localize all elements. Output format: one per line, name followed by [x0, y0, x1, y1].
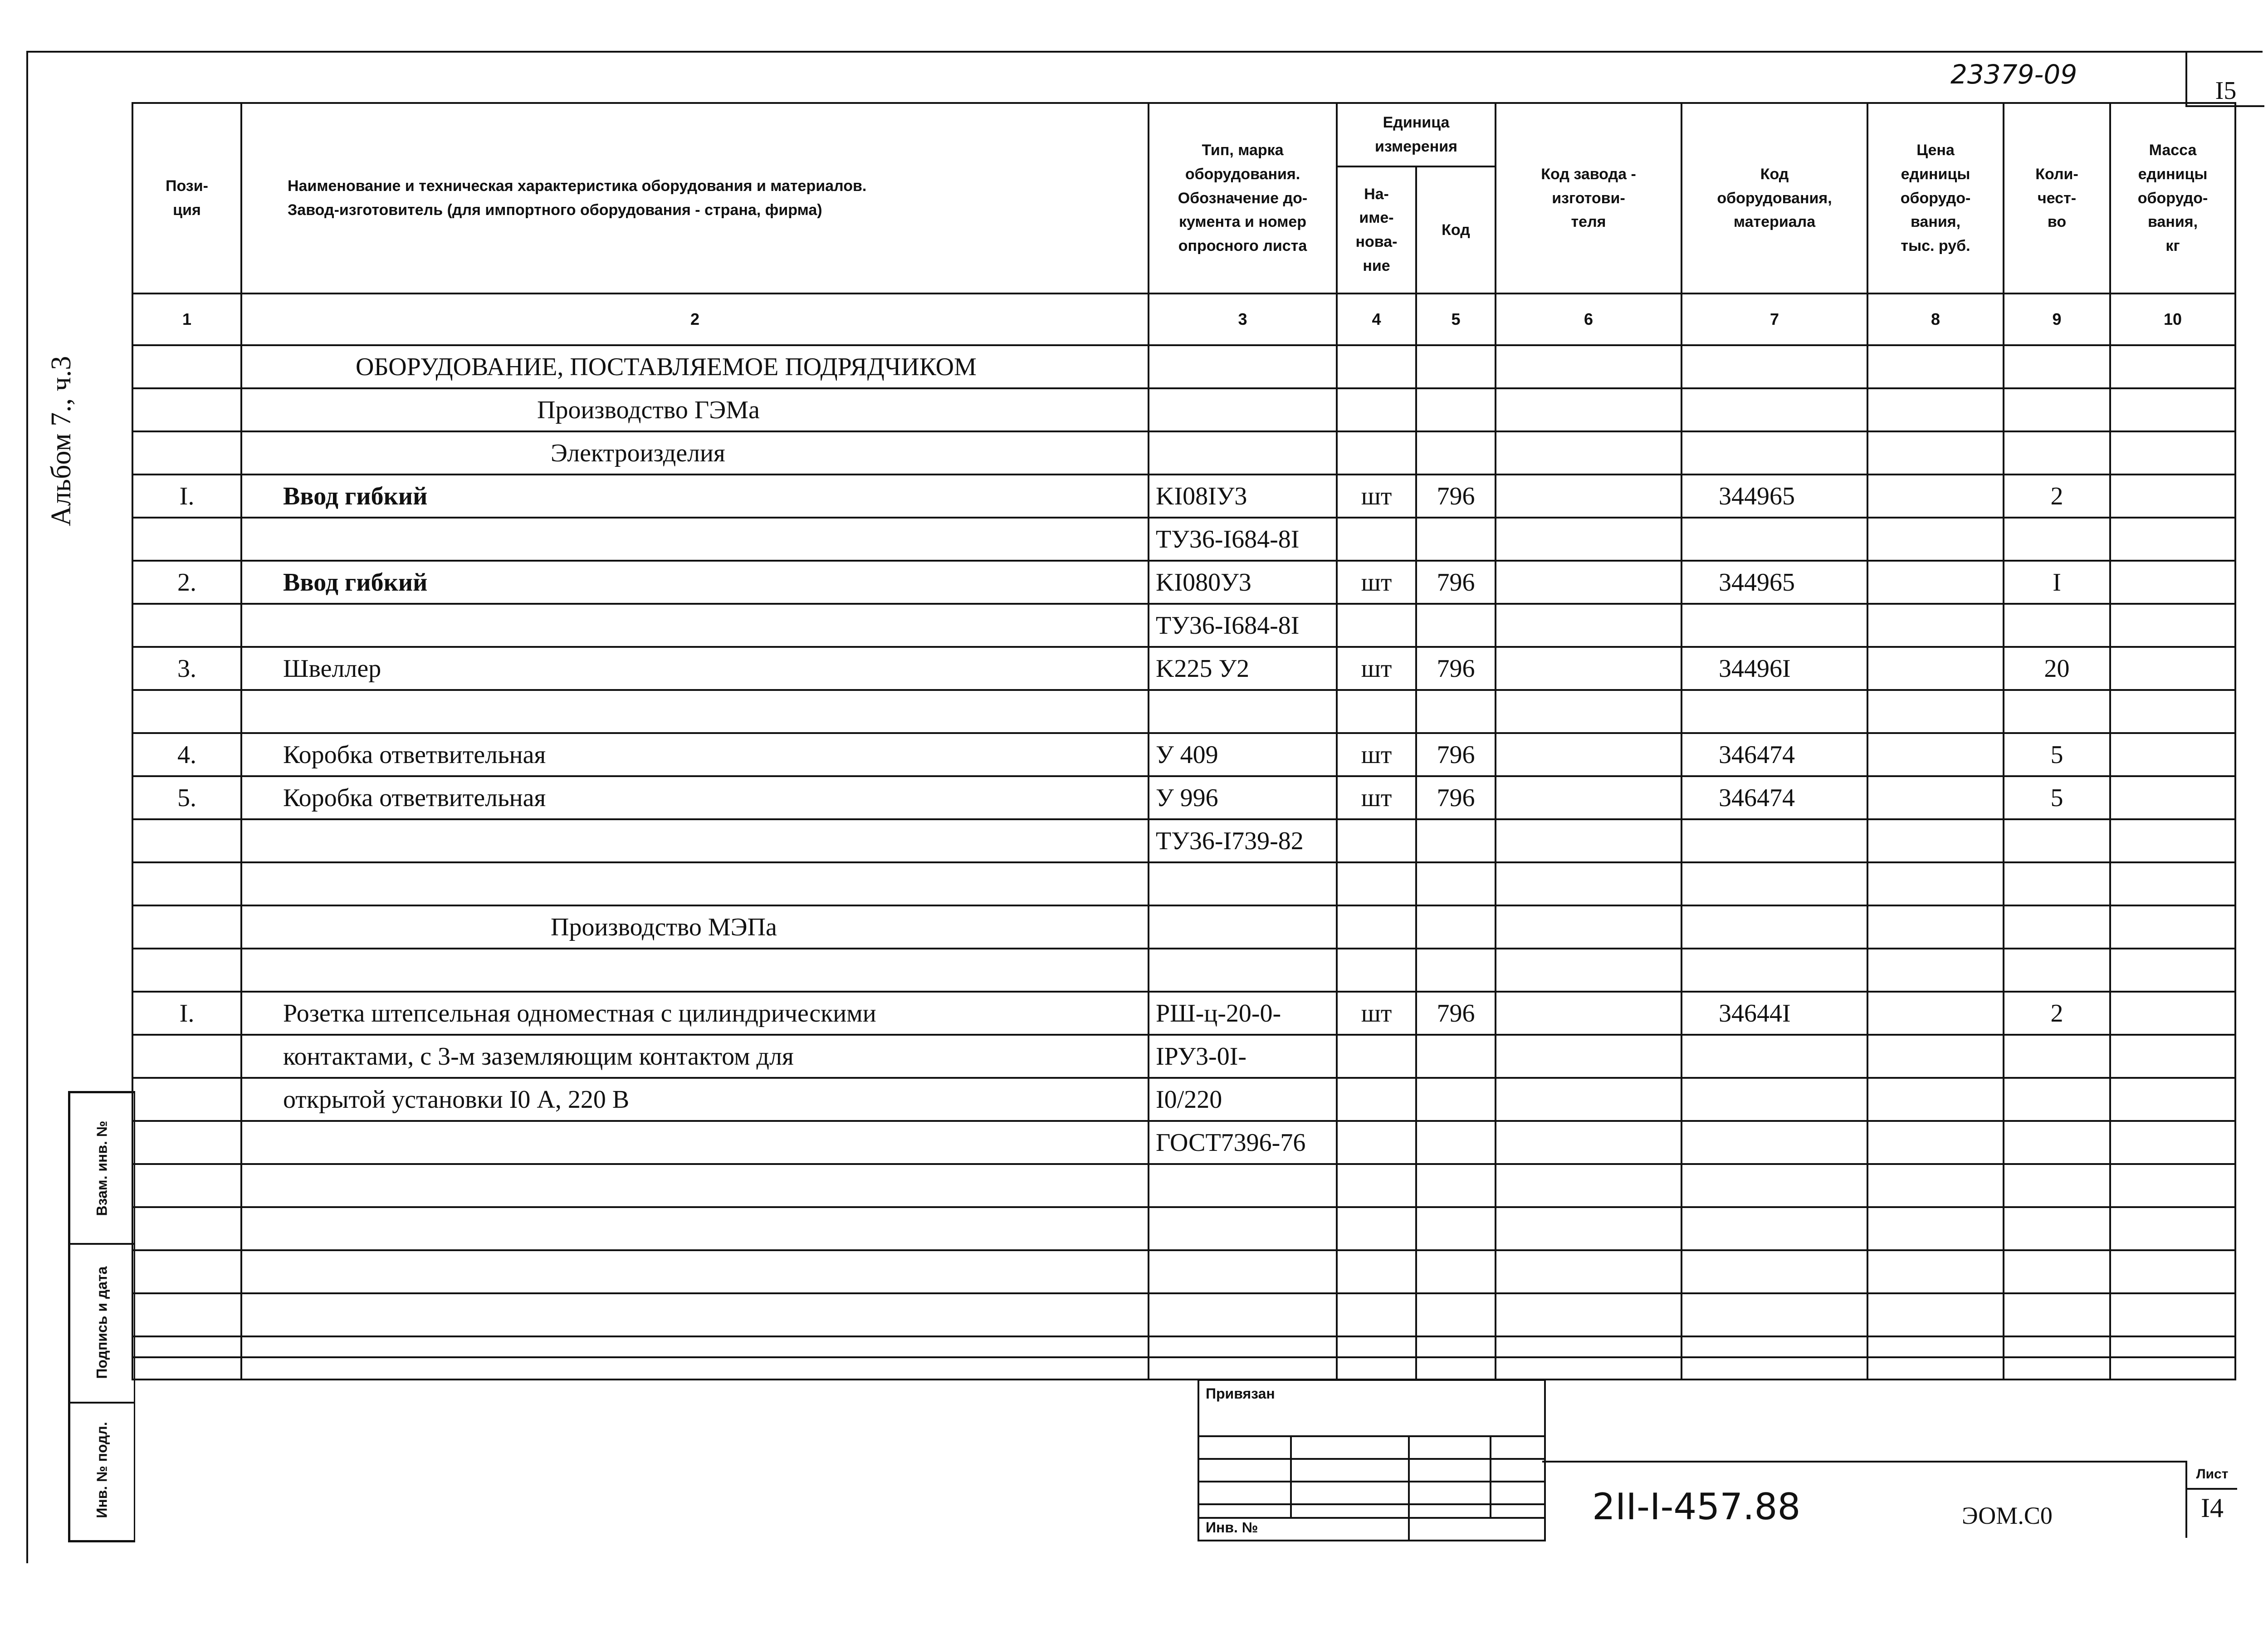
- side-stamp: [68, 1091, 135, 1542]
- cell-unit: [1337, 905, 1416, 949]
- cell-ecode: 34644I: [1681, 992, 1867, 1035]
- table-row: [132, 949, 2235, 992]
- cell-mass: [2110, 345, 2235, 388]
- cell-pcode: [1496, 604, 1681, 647]
- specification-table: [132, 102, 2236, 1380]
- cell-ucode: [1416, 1250, 1496, 1293]
- cell-price: [1867, 561, 2004, 604]
- col-number: 1: [132, 294, 241, 345]
- cell-mass: [2110, 992, 2235, 1035]
- cell-ecode: [1681, 518, 1867, 561]
- cell-unit: [1337, 690, 1416, 733]
- table-body: [132, 345, 2235, 1380]
- table-row: [132, 1078, 2235, 1121]
- cell-pos: [132, 431, 241, 475]
- cell-ucode: 796: [1416, 561, 1496, 604]
- cell-type: IРУ3-0I-: [1149, 1035, 1337, 1078]
- cell-price: [1867, 690, 2004, 733]
- cell-qty: I: [2004, 561, 2110, 604]
- cell-price: [1867, 345, 2004, 388]
- cell-name: Электроизделия: [241, 431, 1149, 475]
- cell-name: Розетка штепсельная одноместная с цилиндрическими: [241, 992, 1149, 1035]
- cell-ucode: 796: [1416, 475, 1496, 518]
- col-number: 6: [1496, 294, 1681, 345]
- cell-pos: [132, 819, 241, 862]
- header-type: Тип, марка оборудования. Обозначение до- кумента и номер опросного листа: [1149, 103, 1337, 294]
- cell-ucode: [1416, 345, 1496, 388]
- cell-mass: [2110, 1078, 2235, 1121]
- cell-pcode: [1496, 1250, 1681, 1293]
- col-number: 2: [241, 294, 1149, 345]
- cell-price: [1867, 905, 2004, 949]
- cell-name: [241, 1121, 1149, 1164]
- cell-type: [1149, 862, 1337, 905]
- cell-name: [241, 1164, 1149, 1207]
- cell-type: ГОСТ7396-76: [1149, 1121, 1337, 1164]
- cell-mass: [2110, 561, 2235, 604]
- cell-name: Ввод гибкий: [241, 561, 1149, 604]
- cell-name: открытой установки I0 А, 220 В: [241, 1078, 1149, 1121]
- header-qty: Коли- чест- во: [2004, 103, 2110, 294]
- cell-qty: [2004, 1207, 2110, 1250]
- cell-qty: [2004, 604, 2110, 647]
- cell-pcode: [1496, 905, 1681, 949]
- table-row: [132, 1164, 2235, 1207]
- cell-name: Коробка ответвительная: [241, 733, 1149, 776]
- cell-mass: [2110, 819, 2235, 862]
- cell-ucode: [1416, 431, 1496, 475]
- cell-mass: [2110, 690, 2235, 733]
- cell-type: [1149, 388, 1337, 431]
- cell-pcode: [1496, 431, 1681, 475]
- sheet-value: I4: [2201, 1493, 2224, 1523]
- cell-ecode: 344965: [1681, 561, 1867, 604]
- col-number: 3: [1149, 294, 1337, 345]
- cell-unit: шт: [1337, 992, 1416, 1035]
- table-row: [132, 1035, 2235, 1078]
- cell-name: [241, 949, 1149, 992]
- cell-pos: I.: [132, 475, 241, 518]
- header-unit-name: На- име- нова- ние: [1337, 166, 1416, 294]
- table-row: [132, 647, 2235, 690]
- cell-ucode: 796: [1416, 733, 1496, 776]
- header-unit-code: Код: [1416, 166, 1496, 294]
- cell-ucode: [1416, 819, 1496, 862]
- cell-qty: [2004, 345, 2110, 388]
- cell-qty: [2004, 1035, 2110, 1078]
- table-row: [132, 388, 2235, 431]
- cell-unit: [1337, 604, 1416, 647]
- cell-unit: [1337, 1293, 1416, 1336]
- cell-qty: [2004, 690, 2110, 733]
- cell-price: [1867, 431, 2004, 475]
- cell-ecode: 346474: [1681, 733, 1867, 776]
- cell-price: [1867, 776, 2004, 819]
- cell-pcode: [1496, 1078, 1681, 1121]
- header-equip-code: Код оборудования, материала: [1681, 103, 1867, 294]
- cell-mass: [2110, 1164, 2235, 1207]
- cell-ecode: [1681, 1035, 1867, 1078]
- col-number: 7: [1681, 294, 1867, 345]
- cell-unit: [1337, 388, 1416, 431]
- table-row: [132, 776, 2235, 819]
- cell-unit: шт: [1337, 647, 1416, 690]
- cell-pcode: [1496, 1164, 1681, 1207]
- cell-ecode: [1681, 905, 1867, 949]
- cell-mass: [2110, 518, 2235, 561]
- cell-type: У 996: [1149, 776, 1337, 819]
- cell-ecode: [1681, 604, 1867, 647]
- cell-type: ТУ36-I684-8I: [1149, 518, 1337, 561]
- title-block-area: [132, 1356, 2234, 1540]
- col-number: 8: [1867, 294, 2004, 345]
- cell-price: [1867, 388, 2004, 431]
- table-row: [132, 475, 2235, 518]
- cell-type: KI08IУ3: [1149, 475, 1337, 518]
- cell-pcode: [1496, 690, 1681, 733]
- cell-type: [1149, 1207, 1337, 1250]
- sheet-box: [2185, 1461, 2237, 1538]
- cell-pcode: [1496, 345, 1681, 388]
- col-number: 5: [1416, 294, 1496, 345]
- cell-price: [1867, 1164, 2004, 1207]
- table-row: [132, 690, 2235, 733]
- cell-type: [1149, 905, 1337, 949]
- cell-qty: 2: [2004, 992, 2110, 1035]
- table-row: [132, 561, 2235, 604]
- cell-mass: [2110, 475, 2235, 518]
- cell-pos: [132, 345, 241, 388]
- cell-unit: [1337, 1164, 1416, 1207]
- col-number: 4: [1337, 294, 1416, 345]
- cell-ecode: [1681, 1250, 1867, 1293]
- cell-unit: шт: [1337, 561, 1416, 604]
- cell-type: [1149, 1250, 1337, 1293]
- cell-price: [1867, 819, 2004, 862]
- sheet-label: Лист: [2187, 1461, 2237, 1490]
- album-label: Альбом 7., ч.3: [46, 356, 77, 526]
- cell-ucode: 796: [1416, 647, 1496, 690]
- cell-ecode: [1681, 819, 1867, 862]
- cell-mass: [2110, 862, 2235, 905]
- cell-pos: 2.: [132, 561, 241, 604]
- cell-ucode: [1416, 1121, 1496, 1164]
- cell-price: [1867, 1293, 2004, 1336]
- cell-name: Производство МЭПа: [241, 905, 1149, 949]
- cell-unit: [1337, 345, 1416, 388]
- cell-ucode: [1416, 1164, 1496, 1207]
- cell-pos: [132, 1121, 241, 1164]
- cell-name: [241, 604, 1149, 647]
- table-row: [132, 1293, 2235, 1336]
- cell-type: У 409: [1149, 733, 1337, 776]
- document-reference: 23379-09: [1950, 59, 2077, 90]
- cell-ucode: 796: [1416, 776, 1496, 819]
- cell-pcode: [1496, 1121, 1681, 1164]
- cell-type: [1149, 431, 1337, 475]
- cell-mass: [2110, 776, 2235, 819]
- cell-price: [1867, 862, 2004, 905]
- cell-mass: [2110, 905, 2235, 949]
- cell-pos: [132, 388, 241, 431]
- cell-price: [1867, 1207, 2004, 1250]
- cell-mass: [2110, 1035, 2235, 1078]
- side-stamp-label: Подпись и дата: [93, 1266, 110, 1379]
- drawing-code: 2II-I-457.88: [1592, 1486, 1801, 1528]
- side-stamp-cell: [70, 1093, 134, 1245]
- cell-unit: [1337, 949, 1416, 992]
- cell-name: ОБОРУДОВАНИЕ, ПОСТАВЛЯЕМОЕ ПОДРЯДЧИКОМ: [241, 345, 1149, 388]
- cell-ucode: [1416, 1293, 1496, 1336]
- cell-mass: [2110, 1250, 2235, 1293]
- cell-pcode: [1496, 1207, 1681, 1250]
- cell-qty: 5: [2004, 733, 2110, 776]
- cell-ecode: 346474: [1681, 776, 1867, 819]
- cell-qty: [2004, 862, 2110, 905]
- cell-pcode: [1496, 647, 1681, 690]
- cell-price: [1867, 518, 2004, 561]
- table-row: [132, 819, 2235, 862]
- cell-unit: [1337, 1035, 1416, 1078]
- cell-ucode: 796: [1416, 992, 1496, 1035]
- cell-price: [1867, 1250, 2004, 1293]
- cell-unit: [1337, 819, 1416, 862]
- cell-qty: [2004, 1164, 2110, 1207]
- cell-pcode: [1496, 862, 1681, 905]
- cell-qty: [2004, 1250, 2110, 1293]
- cell-ecode: 344965: [1681, 475, 1867, 518]
- inv-number-label: Инв. №: [1206, 1519, 1258, 1536]
- cell-pos: [132, 1207, 241, 1250]
- cell-pcode: [1496, 992, 1681, 1035]
- table-row: [132, 431, 2235, 475]
- cell-mass: [2110, 431, 2235, 475]
- cell-ucode: [1416, 1035, 1496, 1078]
- cell-mass: [2110, 1121, 2235, 1164]
- cell-ecode: [1681, 1293, 1867, 1336]
- cell-ecode: [1681, 949, 1867, 992]
- col-number: 9: [2004, 294, 2110, 345]
- cell-pos: I.: [132, 992, 241, 1035]
- cell-ucode: [1416, 1207, 1496, 1250]
- cell-qty: [2004, 1121, 2110, 1164]
- cell-unit: шт: [1337, 475, 1416, 518]
- table-row: [132, 862, 2235, 905]
- cell-unit: [1337, 431, 1416, 475]
- cell-ucode: [1416, 862, 1496, 905]
- side-stamp-cell: [70, 1243, 134, 1404]
- cell-unit: [1337, 1250, 1416, 1293]
- cell-name: [241, 1207, 1149, 1250]
- cell-mass: [2110, 647, 2235, 690]
- cell-price: [1867, 733, 2004, 776]
- cell-ecode: [1681, 690, 1867, 733]
- cell-pcode: [1496, 949, 1681, 992]
- cell-mass: [2110, 388, 2235, 431]
- cell-qty: [2004, 388, 2110, 431]
- cell-pos: [132, 949, 241, 992]
- cell-pos: [132, 1293, 241, 1336]
- drawing-subcode: ЭОМ.С0: [1962, 1502, 2053, 1529]
- cell-type: [1149, 1293, 1337, 1336]
- cell-ecode: [1681, 1078, 1867, 1121]
- table-row: [132, 992, 2235, 1035]
- cell-name: Ввод гибкий: [241, 475, 1149, 518]
- cell-unit: [1337, 1078, 1416, 1121]
- cell-ucode: [1416, 690, 1496, 733]
- table-row: [132, 604, 2235, 647]
- cell-ucode: [1416, 949, 1496, 992]
- header-mass: Масса единицы оборудо- вания, кг: [2110, 103, 2235, 294]
- header-price: Цена единицы оборудо- вания, тыс. руб.: [1867, 103, 2004, 294]
- cell-pos: [132, 1250, 241, 1293]
- cell-name: Швеллер: [241, 647, 1149, 690]
- cell-pos: 4.: [132, 733, 241, 776]
- cell-qty: [2004, 949, 2110, 992]
- cell-ecode: [1681, 1164, 1867, 1207]
- cell-qty: [2004, 1293, 2110, 1336]
- cell-mass: [2110, 733, 2235, 776]
- cell-ucode: [1416, 388, 1496, 431]
- cell-price: [1867, 949, 2004, 992]
- cell-ucode: [1416, 905, 1496, 949]
- cell-unit: [1337, 862, 1416, 905]
- cell-qty: [2004, 518, 2110, 561]
- cell-ucode: [1416, 1078, 1496, 1121]
- cell-ecode: [1681, 345, 1867, 388]
- side-stamp-label: Инв. № подл.: [93, 1421, 110, 1518]
- cell-qty: [2004, 905, 2110, 949]
- cell-name: [241, 862, 1149, 905]
- cell-price: [1867, 1078, 2004, 1121]
- cell-qty: [2004, 431, 2110, 475]
- cell-pcode: [1496, 518, 1681, 561]
- cell-pos: [132, 604, 241, 647]
- cell-unit: шт: [1337, 776, 1416, 819]
- cell-pcode: [1496, 388, 1681, 431]
- cell-ecode: [1681, 1207, 1867, 1250]
- cell-ecode: [1681, 1121, 1867, 1164]
- cell-mass: [2110, 1207, 2235, 1250]
- cell-type: I0/220: [1149, 1078, 1337, 1121]
- cell-type: [1149, 690, 1337, 733]
- attachment-stamp: [1198, 1379, 1546, 1541]
- header-name: Наименование и техническая характеристика оборудования и материалов. Завод-изготовитель (для импортного оборудования - страна, фирма): [241, 103, 1149, 294]
- table-row: [132, 733, 2235, 776]
- cell-type: [1149, 949, 1337, 992]
- cell-price: [1867, 475, 2004, 518]
- cell-pos: [132, 690, 241, 733]
- header-position: Пози- ция: [132, 103, 241, 294]
- cell-price: [1867, 604, 2004, 647]
- cell-qty: 5: [2004, 776, 2110, 819]
- cell-pcode: [1496, 733, 1681, 776]
- cell-type: ТУ36-I739-82: [1149, 819, 1337, 862]
- cell-type: [1149, 1164, 1337, 1207]
- cell-qty: 2: [2004, 475, 2110, 518]
- side-stamp-label: Взам. инв. №: [93, 1120, 110, 1216]
- cell-ecode: [1681, 431, 1867, 475]
- cell-type: РШ-ц-20-0-: [1149, 992, 1337, 1035]
- cell-name: [241, 819, 1149, 862]
- cell-price: [1867, 992, 2004, 1035]
- cell-qty: 20: [2004, 647, 2110, 690]
- table-row: [132, 905, 2235, 949]
- cell-qty: [2004, 819, 2110, 862]
- cell-pos: [132, 518, 241, 561]
- cell-type: KI080У3: [1149, 561, 1337, 604]
- header-plant-code: Код завода - изготови- теля: [1496, 103, 1681, 294]
- table-row: [132, 345, 2235, 388]
- cell-unit: [1337, 518, 1416, 561]
- cell-qty: [2004, 1078, 2110, 1121]
- table-row: [132, 1250, 2235, 1293]
- cell-pos: 5.: [132, 776, 241, 819]
- table-row: [132, 1207, 2235, 1250]
- cell-pos: [132, 905, 241, 949]
- cell-type: K225 У2: [1149, 647, 1337, 690]
- cell-pcode: [1496, 561, 1681, 604]
- cell-name: [241, 1293, 1149, 1336]
- cell-pcode: [1496, 1035, 1681, 1078]
- cell-name: [241, 518, 1149, 561]
- cell-ecode: 34496I: [1681, 647, 1867, 690]
- cell-pos: 3.: [132, 647, 241, 690]
- cell-price: [1867, 1035, 2004, 1078]
- cell-unit: [1337, 1121, 1416, 1164]
- cell-pos: [132, 862, 241, 905]
- cell-name: контактами, с 3-м заземляющим контактом для: [241, 1035, 1149, 1078]
- cell-pcode: [1496, 475, 1681, 518]
- cell-pcode: [1496, 1293, 1681, 1336]
- cell-pcode: [1496, 819, 1681, 862]
- cell-pcode: [1496, 776, 1681, 819]
- column-numbers-row: [132, 294, 2235, 345]
- cell-name: [241, 690, 1149, 733]
- sheet-number: I5: [2185, 51, 2264, 107]
- cell-pos: [132, 1035, 241, 1078]
- cell-unit: [1337, 1207, 1416, 1250]
- cell-ecode: [1681, 388, 1867, 431]
- cell-ucode: [1416, 518, 1496, 561]
- cell-name: Производство ГЭМа: [241, 388, 1149, 431]
- side-stamp-cell: [70, 1402, 134, 1538]
- table-row: [132, 1121, 2235, 1164]
- cell-pos: [132, 1078, 241, 1121]
- cell-type: [1149, 345, 1337, 388]
- attached-label: Привязан: [1206, 1385, 1275, 1402]
- cell-type: ТУ36-I684-8I: [1149, 604, 1337, 647]
- cell-unit: шт: [1337, 733, 1416, 776]
- cell-price: [1867, 1121, 2004, 1164]
- cell-name: [241, 1250, 1149, 1293]
- cell-ucode: [1416, 604, 1496, 647]
- cell-mass: [2110, 1293, 2235, 1336]
- cell-price: [1867, 647, 2004, 690]
- header-unit-group: Единица измерения: [1337, 103, 1496, 166]
- cell-pos: [132, 1164, 241, 1207]
- col-number: 10: [2110, 294, 2235, 345]
- cell-mass: [2110, 949, 2235, 992]
- table-row: [132, 518, 2235, 561]
- cell-ecode: [1681, 862, 1867, 905]
- cell-mass: [2110, 604, 2235, 647]
- cell-name: Коробка ответвительная: [241, 776, 1149, 819]
